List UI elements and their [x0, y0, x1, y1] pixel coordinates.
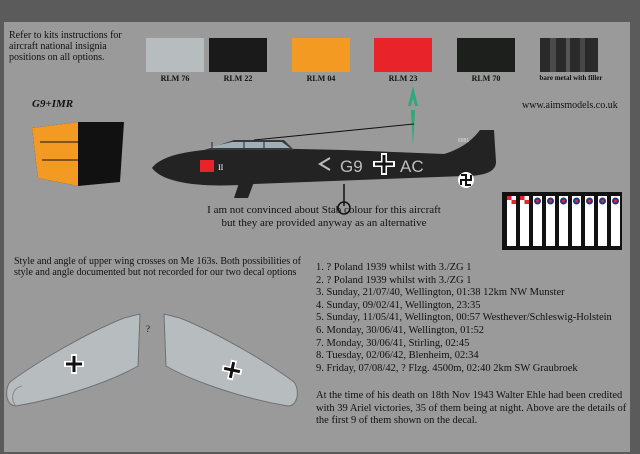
swatch-rlm04: [292, 38, 350, 72]
small-code: 6881: [458, 138, 470, 144]
stab-colour-note: I am not convinced about Stab colour for this aircraft but they are provided anyway as an alternative: [207, 204, 441, 229]
upper-wings: [4, 294, 304, 424]
victory-bar-icon: [598, 196, 607, 246]
list-item: 1. ? Poland 1939 whilst with 3./ZG 1: [316, 262, 472, 273]
swatch-rlm22: [209, 38, 267, 72]
victory-bar-icon: [611, 196, 620, 246]
swatch-label-rlm23: RLM 23: [388, 74, 418, 83]
victory-bar-icon: [520, 196, 529, 246]
swatch-label-rlm70: RLM 70: [471, 74, 501, 83]
victories-summary: At the time of his death on 18th Nov 1943 Walter Ehle had been credited with 39 Ariel victories, 35 of them being at night. Above are the details of the first 9 of them shown on the decal.: [316, 390, 627, 427]
emblem-icon: [200, 160, 214, 172]
aircraft-code-label: G9+IMR: [32, 98, 74, 110]
swatch-label-bare-metal: bare metal with filler: [539, 74, 603, 82]
victory-bar-icon: [507, 196, 516, 246]
list-item: 5. Sunday, 11/05/41, Wellington, 00:57 Westhever/Schleswig-Holstein: [316, 312, 612, 324]
victory-bar-icon: [572, 196, 581, 246]
list-item: 4. Sunday, 09/02/41, Wellington, 23:35: [316, 299, 481, 311]
victory-bar-icon: [559, 196, 568, 246]
list-item: 9. Friday, 07/08/42, ? Flzg. 4500m, 02:40 2km SW Graubroek: [316, 362, 578, 374]
victory-bar-icon: [585, 196, 594, 246]
swatch-label-rlm76: RLM 76: [160, 74, 190, 83]
website: www.aimsmodels.co.uk: [522, 100, 618, 111]
aircraft-profile: [144, 118, 504, 208]
swatch-bare-metal: [540, 38, 598, 72]
swatch-rlm23: [374, 38, 432, 72]
swatch-rlm70: [457, 38, 515, 72]
stab-decal-icon: [32, 120, 132, 190]
code-right: AC: [400, 157, 424, 176]
list-item: 6. Monday, 30/06/41, Wellington, 01:52: [316, 324, 485, 336]
svg-text:II: II: [218, 163, 224, 172]
victory-bar-icon: [546, 196, 555, 246]
list-item: 7. Monday, 30/06/41, Stirling, 02:45: [316, 337, 470, 349]
bare-metal-stripes-icon: [540, 38, 598, 72]
decal-sheet: [4, 22, 630, 452]
instructions-note: Refer to kits instructions for aircraft national insignia positions on all options.: [9, 30, 122, 63]
list-item: 3. Sunday, 21/07/40, Wellington, 01:38 12km NW Munster: [316, 287, 565, 299]
victory-bar-icon: [533, 196, 542, 246]
wing-cross-note: Style and angle of upper wing crosses on Me 163s. Both possibilities of style and angle documented but not recorded for our two decal options: [14, 256, 301, 278]
list-item: 2. ? Poland 1939 whilst with 3./ZG 1: [316, 274, 472, 286]
swatch-label-rlm04: RLM 04: [306, 74, 336, 83]
list-item: 8. Tuesday, 02/06/42, Blenheim, 02:34: [316, 350, 479, 362]
swatch-rlm76: [146, 38, 204, 72]
question-mark: ?: [146, 324, 150, 334]
victory-list: [316, 262, 628, 375]
swastika-icon: [458, 172, 474, 188]
code-left: G9: [340, 157, 363, 176]
victory-bars: [502, 192, 622, 250]
swatch-label-rlm22: RLM 22: [223, 74, 253, 83]
